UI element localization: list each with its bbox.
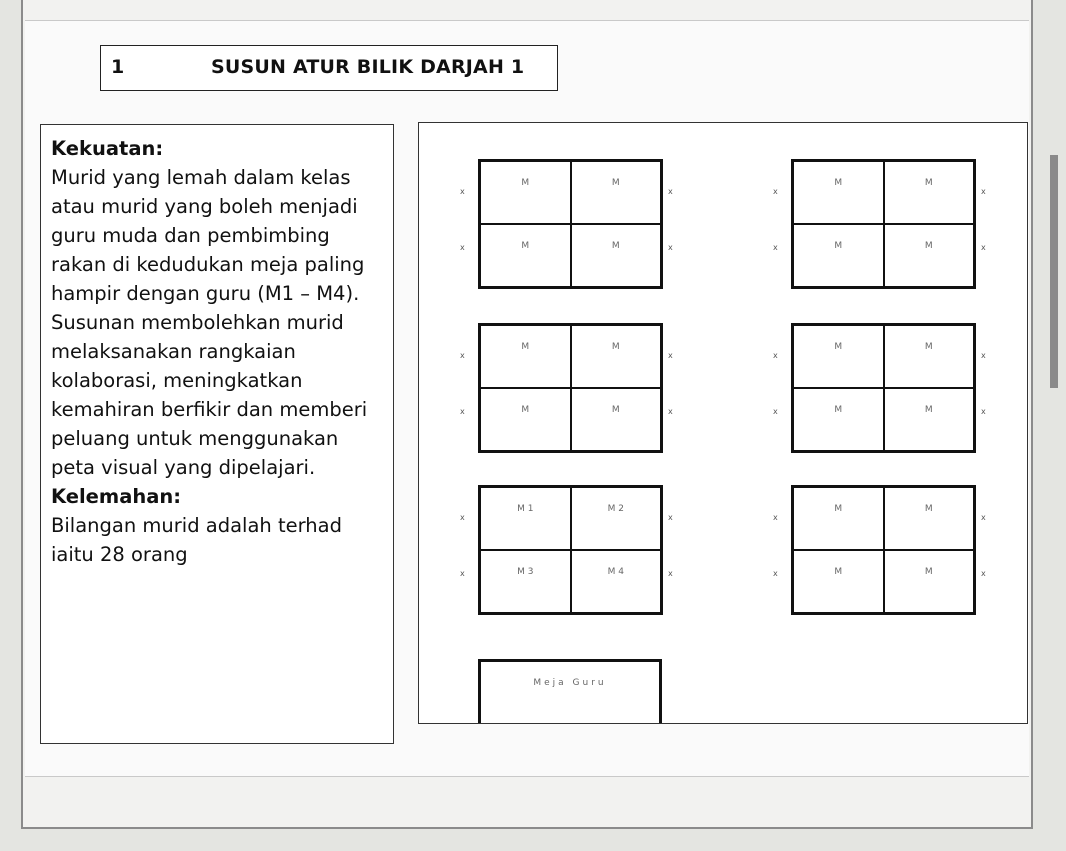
student-desk: M bbox=[481, 224, 571, 286]
student-desk: M bbox=[571, 162, 661, 224]
student-desk: M bbox=[481, 326, 571, 388]
chair-marker: x bbox=[981, 187, 986, 196]
chair-marker: x bbox=[460, 351, 465, 360]
teacher-desk-label: Meja Guru bbox=[533, 678, 607, 688]
scrollbar-thumb[interactable] bbox=[1050, 155, 1058, 388]
student-desk: M bbox=[794, 162, 884, 224]
chair-marker: x bbox=[773, 513, 778, 522]
teacher-desk bbox=[478, 659, 662, 723]
title-box bbox=[100, 45, 558, 91]
chair-marker: x bbox=[460, 243, 465, 252]
student-desk: M bbox=[884, 326, 974, 388]
strength-paragraph-1: Murid yang lemah dalam kelas atau murid yang boleh menjadi guru muda dan pembimbing rakan di kedudukan meja paling hampir dengan guru (M1 – M4). bbox=[51, 166, 365, 305]
chair-marker: x bbox=[981, 243, 986, 252]
student-desk: M bbox=[481, 162, 571, 224]
student-desk: M bbox=[794, 388, 884, 450]
student-desk: M bbox=[884, 162, 974, 224]
student-desk: M bbox=[571, 388, 661, 450]
student-desk: M bbox=[884, 224, 974, 286]
student-desk: M bbox=[794, 550, 884, 612]
chair-marker: x bbox=[668, 243, 673, 252]
chair-marker: x bbox=[981, 407, 986, 416]
chair-marker: x bbox=[981, 351, 986, 360]
student-desk: M bbox=[571, 326, 661, 388]
desk-group bbox=[791, 159, 976, 289]
desk-group bbox=[478, 323, 663, 453]
chair-marker: x bbox=[668, 351, 673, 360]
chair-marker: x bbox=[981, 513, 986, 522]
chair-marker: x bbox=[668, 187, 673, 196]
chair-marker: x bbox=[668, 513, 673, 522]
chair-marker: x bbox=[668, 407, 673, 416]
weakness-paragraph: Bilangan murid adalah terhad iaitu 28 orang bbox=[51, 514, 342, 566]
student-desk: M bbox=[571, 224, 661, 286]
student-desk: M 2 bbox=[571, 488, 661, 550]
desk-group bbox=[478, 159, 663, 289]
student-desk: M bbox=[794, 488, 884, 550]
chair-marker: x bbox=[773, 407, 778, 416]
student-desk: M bbox=[884, 388, 974, 450]
student-desk: M 4 bbox=[571, 550, 661, 612]
classroom-floor-plan bbox=[418, 122, 1028, 724]
strength-heading: Kekuatan: bbox=[51, 137, 164, 160]
chair-marker: x bbox=[460, 513, 465, 522]
student-desk: M 3 bbox=[481, 550, 571, 612]
desk-group bbox=[791, 323, 976, 453]
chair-marker: x bbox=[773, 351, 778, 360]
chair-marker: x bbox=[668, 569, 673, 578]
student-desk: M bbox=[794, 224, 884, 286]
chair-marker: x bbox=[981, 569, 986, 578]
page-title: SUSUN ATUR BILIK DARJAH 1 bbox=[211, 56, 525, 78]
chair-marker: x bbox=[773, 243, 778, 252]
chair-marker: x bbox=[773, 187, 778, 196]
strength-paragraph-2: Susunan membolehkan murid melaksanakan rangkaian kolaborasi, meningkatkan kemahiran berfikir dan memberi peluang untuk menggunakan peta visual yang dipelajari. bbox=[51, 311, 368, 479]
desk-group bbox=[478, 485, 663, 615]
student-desk: M bbox=[884, 550, 974, 612]
desk-group bbox=[791, 485, 976, 615]
chair-marker: x bbox=[460, 187, 465, 196]
notes-panel bbox=[40, 124, 394, 744]
chair-marker: x bbox=[773, 569, 778, 578]
student-desk: M bbox=[481, 388, 571, 450]
student-desk: M bbox=[794, 326, 884, 388]
student-desk: M 1 bbox=[481, 488, 571, 550]
student-desk: M bbox=[884, 488, 974, 550]
chair-marker: x bbox=[460, 569, 465, 578]
weakness-heading: Kelemahan: bbox=[51, 485, 182, 508]
chair-marker: x bbox=[460, 407, 465, 416]
title-number: 1 bbox=[111, 56, 125, 78]
